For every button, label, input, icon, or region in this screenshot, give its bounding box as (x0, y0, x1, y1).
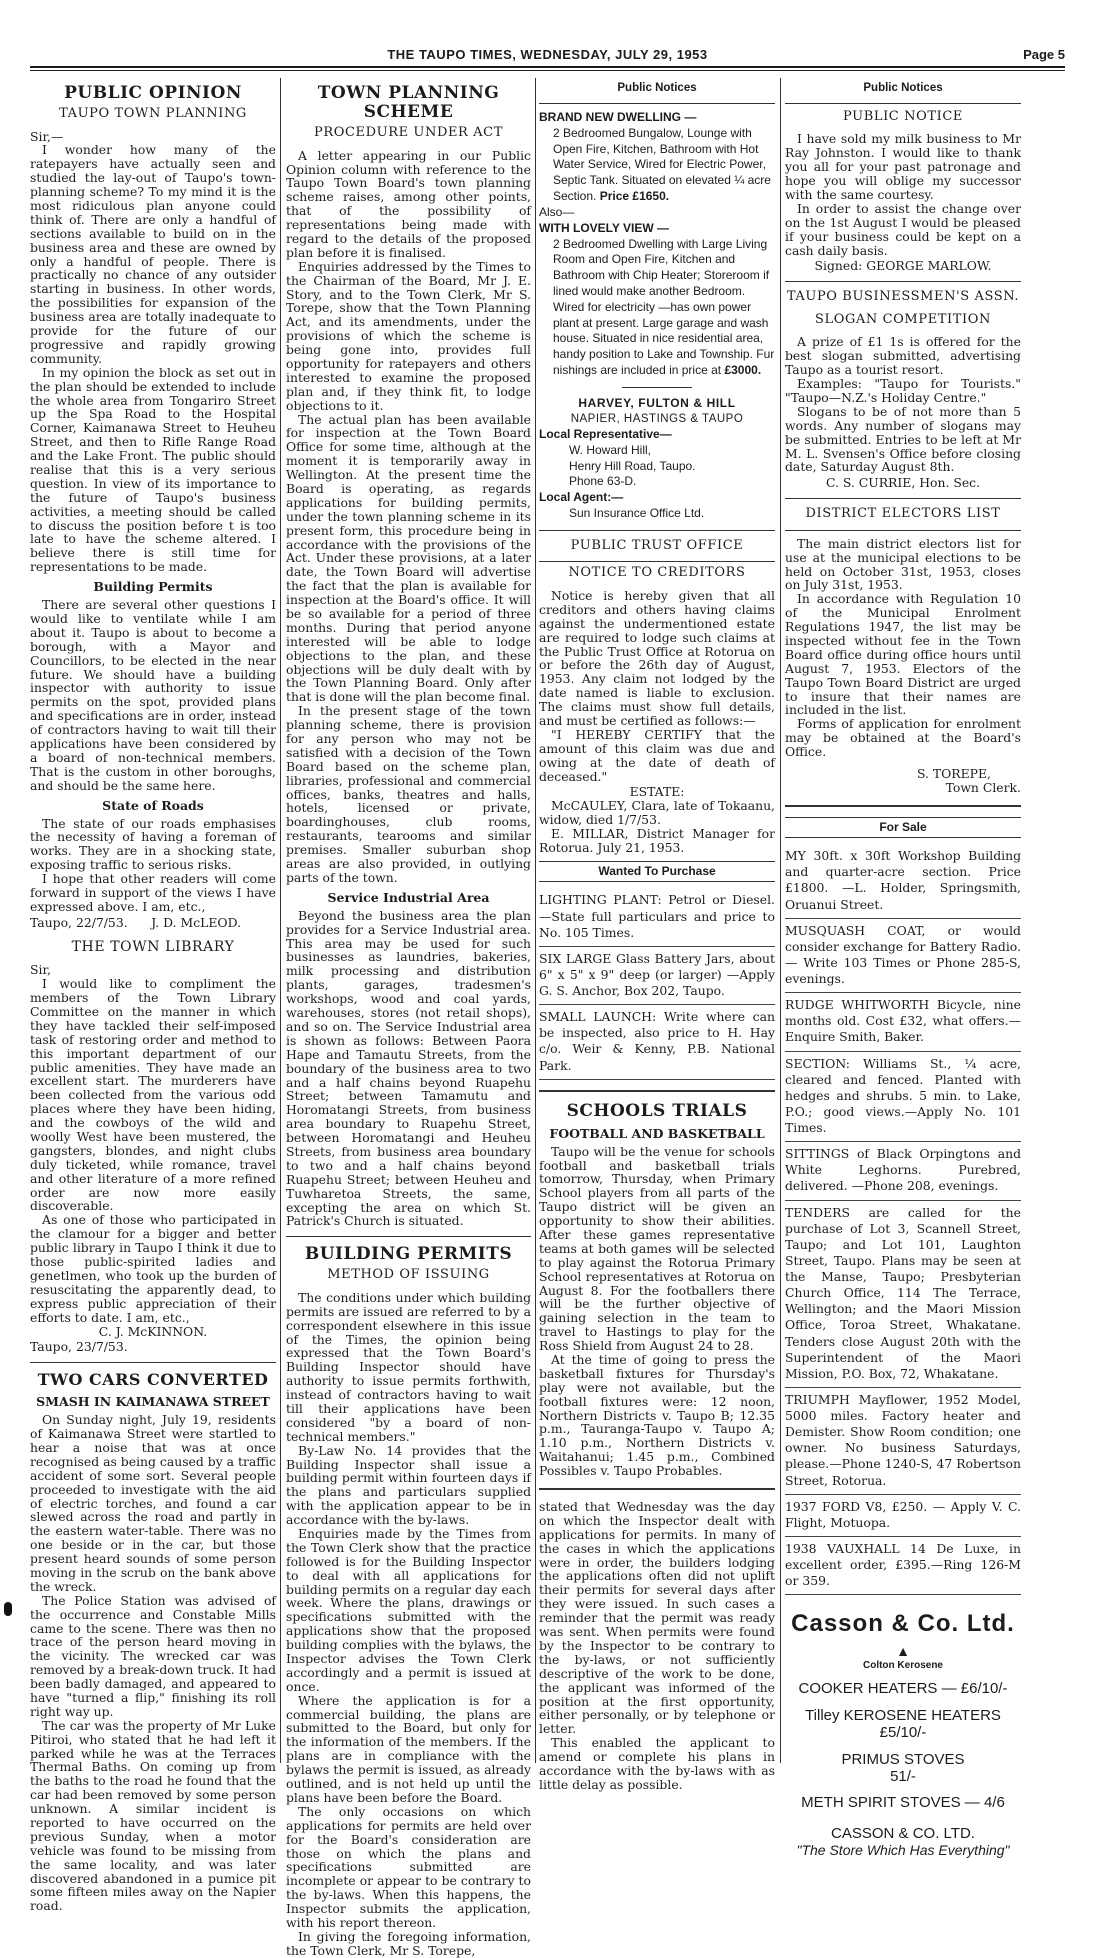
product-line: Tilley KEROSENE HEATERS (805, 1707, 1001, 1725)
paragraph: I have sold my milk business to Mr Ray Johnston. I would like to thank you all for your past patronage and hope you will oblige my successor with the same courtesy. (785, 131, 1021, 202)
divider (539, 561, 775, 562)
paragraph: As one of those who participated in the clamour for a bigger and better public library in Taupo I think it due to those public-spirited ladies and genetlmen, who took up the burden of resuscitating the apparently dead, to express public appreciation of their efforts to date. I am, etc., (30, 1212, 276, 1325)
paragraph: Enquiries made by the Times from the Town Clerk show that the practice followed is for the Building Inspector to deal with all applications for building permits on a regular day each week. Where the plans, drawings or specifications submitted with the applications show that the proposed building complies with the bylaws, the Inspector advises the Town Clerk accordingly and a permit is issued at once. (286, 1526, 531, 1694)
section-subhead: Service Industrial Area (327, 889, 490, 905)
dwelling-advert (539, 110, 775, 522)
notice-heading: PUBLIC NOTICE (843, 108, 963, 124)
paragraph: Taupo will be the venue for schools football and basketball trials tomorrow, Thursday, when Primary School players from all parts of the Taupo district will be given an opportunity to show their abilities. After these games representative teams at both games will be selected to play against the Rotorua Primary School representatives at Rotorua on August 8. For the footballers there will be the further objective of gaining selection in the team to travel to Hastings to play for the Ross Shield from August 24 to 28. (539, 1143, 775, 1354)
product-line: METH SPIRIT STOVES — 4/6 (801, 1794, 1005, 1812)
two-cars-article (30, 1371, 276, 1913)
paragraph: The actual plan has been available for inspection at the Town Board Office for some time, although at the moment it is temporarily away in Wellington. At the present time the Board is operating, as regards applications for building permits, under the town planning scheme in its present form, this procedure being in accordance with the provisions of the Act. Under these provisions, at a later date, the Town Board will advertise the fact that the plan is available for inspection at the Board's office. It will be so available for a period of three months. During that period anyone interested will be able to lodge objections to the plan, and these objections will be duly dealt with by the Town Planning Board. Only after that is done will the plan become final. (286, 411, 531, 705)
advertiser-name: Casson & Co. Ltd. (791, 1610, 1015, 1638)
divider (539, 530, 775, 531)
paragraph: By-Law No. 14 provides that the Building Inspector shall issue a building permit within fourteen days if the plans and particulars supplied with the application appear to be in accordance with the by-laws. (286, 1442, 531, 1528)
paragraph: The only occasions on which applications for permits are held over for the Board's consideration are those on which the plans and specifications submitted are incomplete or appear to be contrary to the by-laws. When this happens, the Inspector submits the application, with his report thereon. (286, 1803, 531, 1930)
public-notices-header: Public Notices (785, 78, 1021, 104)
advertiser-tagline: "The Store Which Has Everything" (796, 1842, 1010, 1858)
classified-ad: 1938 VAUXHALL 14 De Luxe, in excellent order, £395.—Ring 126-M or 359. (785, 1537, 1021, 1595)
divider (286, 1236, 531, 1237)
masthead-rule (30, 66, 1065, 68)
column-3 (539, 78, 775, 1792)
town-library-letter (30, 940, 276, 1355)
classified-ad: SECTION: Williams St., ¼ acre, cleared and fenced. Planted with hedges and shrubs. 5 min. to Lake, P.O.; good views.—Apply No. 101 Times. (785, 1052, 1021, 1143)
notice-heading: TAUPO BUSINESSMEN'S ASSN. (786, 289, 1020, 305)
schools-trials-article (539, 1102, 775, 1478)
agent-name: HARVEY, FULTON & HILL (578, 395, 736, 410)
newspaper-title: THE TAUPO TIMES, WEDNESDAY, JULY 29, 1953 (387, 47, 708, 62)
article-heading: PUBLIC OPINION (64, 83, 242, 103)
column-2 (286, 78, 531, 1958)
public-trust-notice (539, 539, 775, 855)
paragraph: There are several other questions I would like to ventilate while I am about it. Taupo is about to become a borough, with a Mayor and Councillors, to be elected in the near future. We should have a building inspector with authority to issue permits on the spot, provided plans and specifications are in order, instead of contractors having to wait till their applications have been considered by a board of non-technical members. That is the custom in other boroughs, and should be the same here. (30, 597, 276, 793)
masthead-rule-thin (30, 70, 1065, 71)
classified-ad: MUSQUASH COAT, or would consider exchange for Battery Radio.— Write 103 Times or Phone 285-S, evenings. (785, 919, 1021, 994)
classified-ad: SITTINGS of Black Orpingtons and White Leghorns. Purebred, delivered. —Phone 208, evenings. (785, 1142, 1021, 1200)
article-subheading: FOOTBALL AND BASKETBALL (549, 1125, 765, 1141)
letter-signature: Taupo, 22/7/53. J. D. McLEOD. (30, 914, 242, 930)
notice-subheading: NOTICE TO CREDITORS (568, 565, 746, 581)
paragraph: Enquiries addressed by the Times to the Chairman of the Board, Mr J. E. Story, and to the Town Clerk, Mr S. Torepe, show that the Town Planning Act, and its amendments, under the provisions of which the scheme is being gone into, provides full opportunity for ratepayers and others interested to examine the proposed plan and, if they think fit, to lodge objections to it. (286, 258, 531, 413)
advert-also: Also— (539, 204, 575, 219)
notice-signature: S. TOREPE, (916, 766, 991, 782)
advert-text: 2 Bedroomed Dwelling with Large Living Room and Open Fire, Kitchen and Bathroom with Chip Heater; Storeroom if lined would make another Bedroom. Wired for electricity —has own power plant at present. Large garage and wash house. Situated in nice residential area, handy position to Lake and Township. Fur nishings are included in price at £3000. (553, 236, 775, 378)
letter-signer: C. J. McKINNON. (98, 1323, 208, 1339)
marlow-notice (785, 110, 1021, 273)
classified-ad: RUDGE WHITWORTH Bicycle, nine months old. Cost £32, what offers.— Enquire Smith, Baker. (785, 993, 1021, 1051)
lamp-icon: ▲ (896, 1643, 910, 1660)
advert-price: £3000. (724, 363, 762, 378)
column-4 (785, 78, 1021, 1858)
notice-signature: Signed: GEORGE MARLOW. (814, 258, 992, 274)
short-rule (622, 387, 692, 388)
classified-ad: TENDERS are called for the purchase of Lot 3, Scannell Street, Taupo; and Lot 101, Laughton Street, Taupo. Plans may be seen at the Manse, Taupo; Presbyterian Church Office, 114 The Terrace, Wellington; and the Maori Mission Office, Toroa Street, Whakatane. Tenders close August 20th with the Superintendent of the Maori Mission, P.O. Box, 72, Whakatane. (785, 1201, 1021, 1388)
divider (30, 1362, 276, 1363)
town-planning-article (286, 84, 531, 1228)
agent-office: Sun Insurance Office Ltd. (569, 506, 705, 521)
salutation: Sir, (30, 962, 51, 978)
notice-signature-title: Town Clerk. (945, 779, 1021, 795)
paragraph: Examples: "Taupo for Tourists." "Taupo—N.Z.'s Holiday Centre." (785, 376, 1021, 405)
notice-subheading: SLOGAN COMPETITION (814, 311, 992, 327)
salutation: Sir,— (30, 128, 64, 144)
paragraph: A prize of £1 1s is offered for the best slogan submitted, advertising Taupo as a tourist resort. (785, 334, 1021, 378)
paragraph: The car was the property of Mr Luke Pitiroi, who stated that he had left it parked while he was at the Terraces Thermal Baths. On coming up from the baths to the road he found that the car had been removed by some person unknown. A similar incident is reported to have occurred on the previous Sunday, when a motor vehicle was found to be missing from the same locality, and was later discovered abandoned in a pumice pit some fifteen miles away on the Napier road. (30, 1717, 276, 1914)
building-permits-article (286, 1245, 531, 1957)
public-opinion-article (30, 84, 276, 930)
article-heading: BUILDING PERMITS (304, 1244, 513, 1265)
paragraph: The main district electors list for use at the municipal elections to be held on October 31st, 1953, closes on July 31st, 1953. (785, 535, 1021, 593)
divider (785, 281, 1021, 282)
column-divider (535, 78, 536, 1763)
paragraph: Beyond the business area the plan provides for a Service Industrial area. This area may be used for such businesses as laundries, bakeries, milk processing and distribution plants, garages, tradesmen's workshops, wood and coal yards, warehouses, stores (not retail shops), and so on. The Service Industrial area is shown as follows: Between Paora Hape and Tamautu Streets, from the boundary of the business area to two and a half chains beyond Ruapehu Street; between Tamamutu and Horomatangi Streets, from business area boundary to Ruapehu Street, between Horomatangi and Heuheu Streets, from business area boundary to two and a half chains beyond Ruapehu Street; between Heuheu and Tuwharetoa Streets, the same, excepting the area on which St. Patrick's Church is situated. (286, 907, 531, 1229)
product-line: COOKER HEATERS — £6/10/- (798, 1680, 1008, 1698)
section-subhead: State of Roads (102, 797, 204, 813)
paragraph: I wonder how many of the ratepayers have actually seen and studied the lay-out of Taupo's town-planning scheme? To my mind it is the most ridiculous plan anyone could think of. There are only a handful of sections available to build on in the business area and these are owned by only a handful of people. There is practically no chance of any outsider starting in business. In other words, the possibilities for expansion of the business area are totally inadequate to provide for the future of our progressive and rapidly growing community. (30, 142, 276, 366)
advertiser-footer: CASSON & CO. LTD. (831, 1825, 975, 1843)
electors-list-notice (785, 507, 1021, 795)
product-line: PRIMUS STOVES (841, 1750, 965, 1768)
estate-label: ESTATE: (629, 784, 685, 800)
paragraph: Slogans to be of not more than 5 words. Any number of slogans may be submitted. Entries to be left at Mr M. L. Svensen's Office before closing date, Saturday August 8th. (785, 403, 1021, 475)
rep-line: W. Howard Hill, (569, 442, 652, 457)
local-rep-label: Local Representative— (539, 426, 672, 441)
article-heading: TOWN PLANNING SCHEME (317, 83, 500, 123)
paragraph: The conditions under which building permits are issued are referred to by a correspondent elsewhere in this issue of the Times, the opinion being expressed that the Town Board's Building Inspector should have authority to issue permits forthwith, instead of contractors having to wait till their applications have been considered "by a board of non-technical members." (286, 1289, 531, 1444)
classified-ad: LIGHTING PLANT: Petrol or Diesel.—State full particulars and price to No. 105 Times. (539, 888, 775, 946)
divider (785, 530, 1021, 531)
column-1 (30, 78, 276, 1914)
paragraph: Forms of application for enrolment may be obtained at the Board's Office. (785, 716, 1021, 760)
paragraph: In my opinion the block as set out in the plan should be extended to include the whole area from Tongariro Street up the Spa Road to the Hospital Corner, Kaimanawa Street to Heuheu Street, and then to Rifle Range Road and the Lake Front. The public should realise that this is a very serious question. In view of its importance to the future of Taupo's business activities, a meeting should be called to discuss the position before t is too late to have the scheme altered. I believe there is still time for representations to be made. (30, 364, 276, 575)
paragraph: A letter appearing in our Public Opinion column with reference to the Taupo Town Board's town planning scheme raises, among other points, that of the possibility of representations being made with regard to the details of the proposed plan before it is finalised. (286, 147, 531, 260)
divider (539, 1090, 775, 1092)
article-subheading: METHOD OF ISSUING (327, 1267, 490, 1283)
paragraph: In giving the foregoing information, the Town Clerk, Mr S. Torepe, (286, 1928, 531, 1958)
paragraph: Where the application is for a commercial building, the plans are submitted to the Board, but only for the information of the members. If the plans are in compliance with the bylaws the permit is issued, as already outlined, and is not held up until the plans have been before the Board. (286, 1692, 531, 1805)
for-sale-section (785, 817, 1021, 1596)
advert-price: Price £1650. (599, 189, 670, 204)
divider (785, 805, 1021, 807)
product-price: 51/- (890, 1767, 916, 1785)
casson-advert (785, 1595, 1021, 1858)
rep-line: Phone 63-D. (569, 474, 637, 489)
notice-heading: DISTRICT ELECTORS LIST (805, 506, 1001, 522)
product-price: £5/10/- (879, 1724, 927, 1742)
page-number: Page 5 (1023, 47, 1065, 62)
advert-text: 2 Bedroomed Bungalow, Lounge with Open Fire, Kitchen, Bathroom with Hot Water Service, Wired for Electric Power, Septic Tank. Situated on elevated ¼ acre Section. Price £1650. (553, 125, 771, 204)
classified-ad: MY 30ft. x 30ft Workshop Building and quarter-acre section. Price £1800. —L. Holder, Springsmith, Oruanui Street. (785, 844, 1021, 919)
paragraph: This enabled the applicant to amend or complete his plans in accordance with the by-laws with as little delay as possible. (539, 1735, 775, 1792)
classified-ad: SMALL LAUNCH: Write where can be inspected, also price to H. Hay c/o. Weir & Kenny, P.B. National Park. (539, 1005, 775, 1080)
paragraph: The state of our roads emphasises the necessity of having a foreman of works. They are in a shocking state, exposing traffic to serious risks. (30, 815, 276, 873)
estate-details: McCAULEY, Clara, late of Tokaanu, widow, died 1/7/53. (539, 798, 775, 828)
advert-heading: BRAND NEW DWELLING — (539, 109, 697, 124)
article-heading: SCHOOLS TRIALS (566, 1100, 748, 1121)
paragraph: In accordance with Regulation 10 of the Municipal Enrolment Regulations 1947, the list may be inspected without fee in the Town Board office during office hours until August 7, 1953. Electors of the Taupo Town Board District are urged to insure that their names are included in the list. (785, 591, 1021, 718)
article-heading: TWO CARS CONVERTED (37, 1370, 269, 1390)
section-header: Wanted To Purchase (539, 861, 775, 882)
paragraph: In the present stage of the town planning scheme, there is provision for any person who may not be satisfied with a decision of the Town Board based on the scheme plan, libraries, professional and commercial offices, banks, theatres and halls, hotels, licensed or private, boardinghouses, club rooms, restaurants, tearooms and similar premises. Smaller suburban shop areas are also provided, in outlying parts of the town. (286, 703, 531, 885)
advert-heading: WITH LOVELY VIEW — (539, 220, 670, 235)
divider (539, 1488, 775, 1490)
wanted-to-purchase-section (539, 861, 775, 1080)
article-subheading: PROCEDURE UNDER ACT (314, 125, 503, 141)
article-subheading: TAUPO TOWN PLANNING (59, 106, 247, 122)
column-divider (280, 78, 281, 1763)
paragraph: At the time of going to press the basketball fixtures for Thursday's play were not available, but the football fixtures were: 12 noon, Northern Districts v. Taupo B; 12.35 p.m., Tauranga-Taupo v. Taupo A; 1.10 p.m., Northern Districts v. Waitahanui; 1.45 p.m., Combined Possibles v. Taupo Probables. (539, 1352, 775, 1479)
agent-places: NAPIER, HASTINGS & TAUPO (570, 412, 744, 425)
building-permits-continued (539, 1500, 775, 1792)
public-notices-header: Public Notices (539, 78, 775, 104)
paragraph: In order to assist the change over on the 1st August I would be pleased if your business could be kept on a cash daily basis. (785, 200, 1021, 258)
masthead (30, 46, 1065, 66)
slogan-competition-notice (785, 290, 1021, 490)
paragraph: On Sunday night, July 19, residents of Kaimanawa Street were startled to hear a noise that was at once recognised as being caused by a traffic accident of some sort. Several people proceeded to investigate with the aid of electric torches, and found a car slewed across the road and partly in the eastern water-table. There was no one beside or in the car, but those present heard sounds of some person moving in the scrub on the bank above the wreck. (30, 1412, 276, 1594)
classified-ad: 1937 FORD V8, £250. — Apply V. C. Flight, Motuopa. (785, 1495, 1021, 1537)
paragraph: I would like to compliment the members of the Town Library Committee on the manner in which they have tackled their self-imposed task of restoring order and method to this important department of our public amenities. They have made an excellent start. The murderers have been collected from the various odd places where they have been hiding, and the cowboys of the wild and woolly West have been mustered, the gangsters, blondes, and night clubs duly ticketed, while romance, travel and other literature of a more refined order are now more easily discoverable. (30, 976, 276, 1214)
paragraph: "I HEREBY CERTIFY that the amount of this claim was due and owing at the date of death of deceased." (539, 726, 775, 784)
notice-heading: PUBLIC TRUST OFFICE (570, 537, 744, 553)
local-agent-label: Local Agent:— (539, 490, 624, 505)
brand-name: Colton Kerosene (862, 1660, 943, 1672)
section-subhead: Building Permits (93, 579, 213, 595)
binding-mark (4, 1602, 12, 1616)
paragraph: stated that Wednesday was the day on which the Inspector dealt with applications for permits. In many of the cases in which the applications were in order, the builders lodging the applications often did not uplift their permits for several days after they were issued. In such cases a reminder that the permit was ready was sent. When permits were found by the Inspector to be contrary to the by-laws, or not sufficiently descriptive of the work to be done, the applicant was informed of the position at the first opportunity, either personally, or by telephone or letter. (539, 1499, 775, 1737)
article-heading: THE TOWN LIBRARY (71, 938, 235, 955)
article-subheading: SMASH IN KAIMANAWA STREET (36, 1394, 270, 1410)
paragraph: The Police Station was advised of the occurrence and Constable Mills came to the scene. There was then no trace of the person heard moving in the vicinity. The wrecked car was removed by a break-down truck. It had been badly damaged, and appeared to have "turned a flip," finishing its roll right way up. (30, 1592, 276, 1719)
classified-ad: TRIUMPH Mayflower, 1952 Model, 5000 miles. Factory heater and Demister. Show Room condition; one owner. No business Saturdays, please.—Phone 1240-S, 47 Robertson Street, Rotorua. (785, 1388, 1021, 1495)
rep-line: Henry Hill Road, Taupo. (569, 458, 696, 473)
section-header: For Sale (785, 817, 1021, 838)
notice-signature: C. S. CURRIE, Hon. Sec. (825, 475, 981, 491)
classified-ad: SIX LARGE Glass Battery Jars, about 6" x 5" x 9" deep (or larger) —Apply G. S. Anchor, Box 202, Taupo. (539, 947, 775, 1005)
column-divider (780, 78, 781, 1763)
divider (785, 498, 1021, 499)
paragraph: I hope that other readers will come forward in support of the views I have expressed above. I am, etc., (30, 871, 276, 914)
notice-signoff: E. MILLAR, District Manager for Rotorua. July 21, 1953. (539, 826, 775, 856)
letter-place-date: Taupo, 23/7/53. (30, 1339, 128, 1355)
paragraph: Notice is hereby given that all creditors and others having claims against the undermentioned estate are required to lodge such claims at the Public Trust Office at Rotorua on or before the 26th day of August, 1953. Any claim not lodged by the date named is liable to exclusion. The claims must show full details, and must be certified as follows:— (539, 588, 775, 729)
